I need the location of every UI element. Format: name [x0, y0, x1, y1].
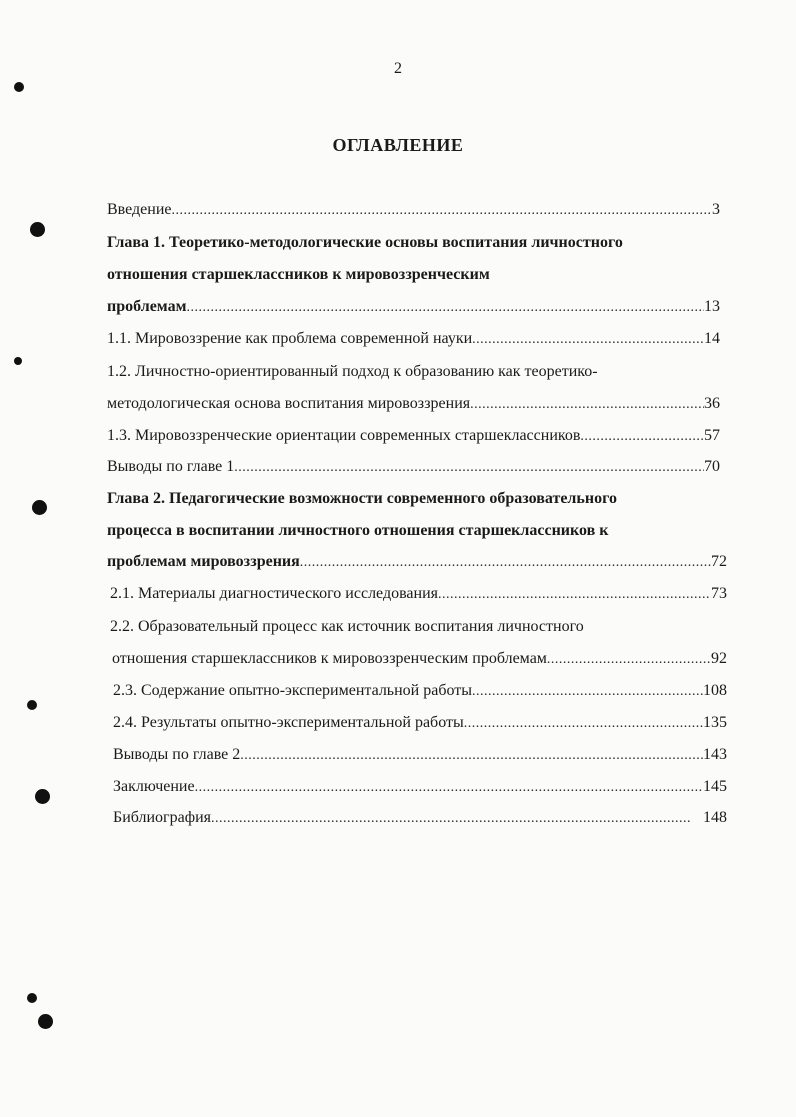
toc-entry-2-3: [113, 680, 727, 703]
toc-label: 2.3. Содержание опытно-экспериментальной работы: [113, 682, 472, 699]
toc-label: методологическая основа воспитания мировоззрения: [107, 395, 471, 412]
toc-page: 73: [711, 585, 727, 602]
toc-page: 3: [712, 201, 720, 218]
toc-label: 2.4. Результаты опытно-экспериментальной работы: [113, 714, 464, 731]
toc-label: проблемам: [107, 298, 187, 315]
toc-entry-intro: [107, 199, 720, 222]
toc-page: 13: [704, 298, 720, 315]
binding-hole-mark: [30, 222, 45, 237]
toc-leader: [472, 329, 704, 351]
toc-entry-chapter1: [107, 296, 720, 319]
toc-entry-conclusions-1: [107, 456, 720, 479]
toc-leader: [186, 297, 704, 319]
toc-leader: [438, 584, 711, 606]
toc-2-2-line1: 2.2. Образовательный процесс как источник воспитания личностного: [110, 618, 584, 635]
toc-label: проблемам мировоззрения: [107, 553, 300, 570]
toc-leader: [472, 681, 703, 703]
binding-hole-mark: [27, 700, 37, 710]
binding-hole-mark: [32, 500, 47, 515]
toc-entry-2-1: [110, 583, 727, 606]
toc-leader: [234, 457, 704, 479]
toc-chapter2-line1: Глава 2. Педагогические возможности современного образовательного: [107, 490, 617, 507]
toc-label: Библиография: [113, 809, 211, 826]
toc-page: 70: [704, 458, 720, 475]
toc-page: 57: [704, 427, 720, 444]
toc-entry-1-3: [107, 425, 720, 448]
toc-label: отношения старшеклассников к мировоззренческим проблемам: [112, 650, 547, 667]
toc-title: ОГЛАВЛЕНИЕ: [332, 135, 464, 155]
toc-label: Заключение: [113, 778, 195, 795]
toc-page: 145: [703, 778, 727, 795]
toc-leader: [464, 713, 703, 735]
toc-page: 148: [703, 809, 727, 826]
toc-entry-bibliography: [113, 807, 727, 830]
binding-hole-mark: [14, 357, 22, 365]
toc-label: Выводы по главе 1: [107, 458, 235, 475]
toc-page: 135: [703, 714, 727, 731]
page-number: 2: [394, 60, 402, 77]
toc-entry-2-4: [113, 712, 727, 735]
toc-leader: [195, 777, 703, 799]
toc-page: 14: [704, 330, 720, 347]
toc-leader: [240, 745, 703, 767]
toc-entry-conclusions-2: [113, 744, 727, 767]
toc-entry-conclusion: [113, 776, 727, 799]
toc-label: 1.3. Мировоззренческие ориентации современных старшеклассников: [107, 427, 581, 444]
toc-chapter1-line2: отношения старшеклассников к мировоззренческим: [107, 266, 490, 283]
toc-chapter1-line1: Глава 1. Теоретико-методологические основы воспитания личностного: [107, 234, 623, 251]
toc-leader: [172, 200, 713, 222]
binding-hole-mark: [35, 789, 50, 804]
toc-leader: [470, 394, 704, 416]
binding-hole-mark: [38, 1014, 53, 1029]
binding-hole-mark: [27, 993, 37, 1003]
toc-page: 92: [711, 650, 727, 667]
toc-chapter2-line2: процесса в воспитании личностного отношения старшеклассников к: [107, 522, 609, 539]
toc-1-2-line1: 1.2. Личностно-ориентированный подход к образованию как теоретико-: [107, 363, 598, 380]
toc-leader: [580, 426, 704, 448]
toc-entry-chapter2: [107, 551, 727, 574]
toc-leader: [211, 808, 691, 830]
toc-page: 72: [711, 553, 727, 570]
toc-label: Введение: [107, 201, 172, 218]
binding-hole-mark: [14, 82, 24, 92]
toc-label: Выводы по главе 2: [113, 746, 241, 763]
toc-entry-1-1: [107, 328, 720, 351]
toc-page: 108: [703, 682, 727, 699]
toc-entry-2-2: [112, 648, 727, 671]
toc-leader: [547, 649, 711, 671]
toc-entry-1-2: [107, 393, 720, 416]
toc-label: 1.1. Мировоззрение как проблема современной науки: [107, 330, 473, 347]
toc-page: 36: [704, 395, 720, 412]
toc-label: 2.1. Материалы диагностического исследования: [110, 585, 439, 602]
toc-page: 143: [703, 746, 727, 763]
toc-leader: [300, 552, 711, 574]
